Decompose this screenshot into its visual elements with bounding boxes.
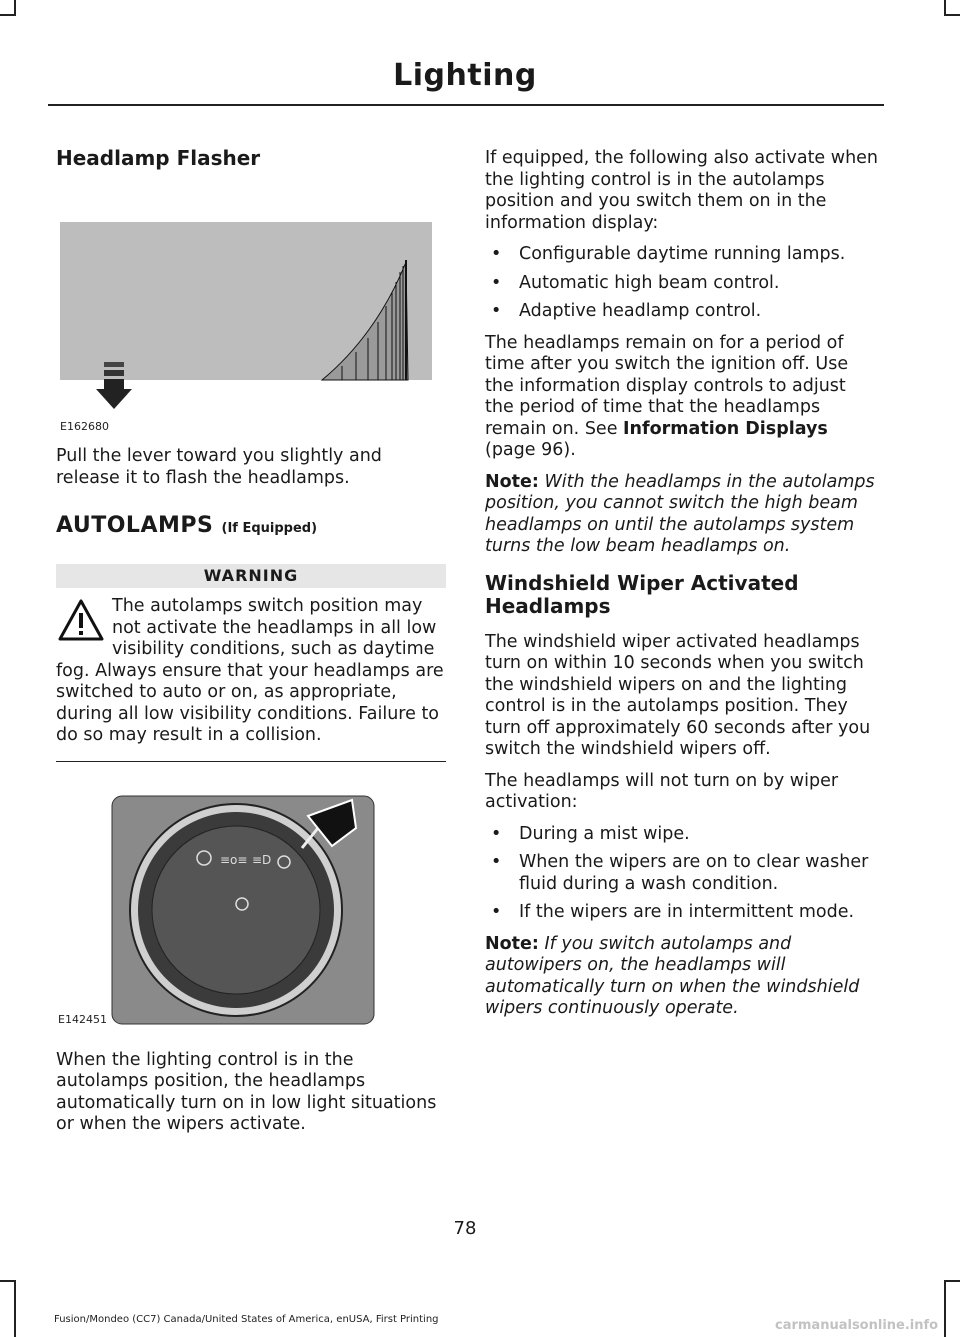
section-title: Lighting bbox=[393, 58, 537, 93]
arrow-down-icon bbox=[94, 362, 134, 414]
watermark: carmanualsonline.info bbox=[775, 1318, 939, 1333]
right-column bbox=[485, 140, 880, 1030]
wiper-exceptions-list bbox=[485, 824, 880, 924]
crop-mark bbox=[14, 1280, 16, 1337]
page-number: 78 bbox=[453, 1218, 477, 1239]
warning-box bbox=[56, 596, 446, 747]
wiper-paragraph: The windshield wiper activated headlamps turn on within 10 seconds when you switch the windshield wipers on and the lighting control is in the autolamps position. They turn off approximately 60 seconds after you switch the windshield wipers off. bbox=[485, 631, 871, 759]
warning-rule bbox=[56, 761, 446, 762]
figure-code: E162680 bbox=[60, 420, 109, 433]
flasher-paragraph: Pull the lever toward you slightly and release it to flash the headlamps. bbox=[56, 446, 382, 488]
left-column bbox=[56, 140, 446, 1146]
headlamp-flasher-heading: Headlamp Flasher bbox=[56, 146, 261, 170]
wiper-exceptions-intro: The headlamps will not turn on by wiper activation: bbox=[485, 770, 839, 812]
list-item: • During a mist wipe. bbox=[491, 823, 690, 844]
lighting-control-illustration bbox=[56, 788, 446, 1028]
crop-mark bbox=[944, 1280, 946, 1337]
feature-list bbox=[485, 244, 880, 323]
list-item: • If the wipers are in intermittent mode. bbox=[491, 902, 855, 922]
list-item: • When the wipers are on to clear washer fluid during a wash condition. bbox=[491, 852, 869, 894]
crop-mark bbox=[0, 1280, 16, 1282]
warning-label: WARNING bbox=[56, 564, 446, 588]
crop-mark bbox=[0, 14, 16, 16]
headlamp-flasher-figure bbox=[56, 222, 436, 442]
autolamps-heading-text: AUTOLAMPS bbox=[56, 513, 214, 538]
autolamps-heading bbox=[56, 513, 446, 538]
note-paragraph: Note: If you switch autolamps and autowipers on, the headlamps will automatically turn on when the windshield wipers continuously operate. bbox=[485, 933, 860, 1018]
figure-code: E142451 bbox=[58, 1012, 107, 1026]
crop-mark bbox=[944, 14, 960, 16]
wiper-headlamps-heading: Windshield Wiper Activated Headlamps bbox=[485, 570, 799, 618]
remain-on-paragraph: The headlamps remain on for a period of time after you switch the ignition off. Use the information display controls to adjust the period of time that the headlamps remain on. See Information Displays (page 96). bbox=[485, 332, 849, 460]
autolamps-qualifier: (If Equipped) bbox=[221, 521, 318, 536]
warning-text: The autolamps switch position may not activate the headlamps in all low visibility conditions, such as daytime fog. Always ensure that your headlamps are switched to auto or on, as appropriate, during all low visibility conditions. Failure to do so may result in a collision. bbox=[56, 596, 444, 745]
xref-page: (page 96). bbox=[485, 440, 576, 460]
note-paragraph: Note: With the headlamps in the autolamps position, you cannot switch the high beam headlamps on until the autolamps system turns the low beam headlamps on. bbox=[485, 471, 875, 556]
intro-paragraph: If equipped, the following also activate when the lighting control is in the autolamps position and you switch them on in the information display: bbox=[485, 148, 879, 233]
information-displays-link[interactable]: Information Displays bbox=[623, 418, 828, 439]
autolamps-paragraph: When the lighting control is in the autolamps position, the headlamps automatically turn on in low light situations or when the wipers activate. bbox=[56, 1049, 437, 1134]
lighting-switch-figure bbox=[56, 788, 446, 1028]
svg-text:≡D: ≡D bbox=[252, 852, 272, 867]
warning-triangle-icon bbox=[58, 598, 104, 642]
list-item: • Configurable daytime running lamps. bbox=[491, 244, 846, 264]
crop-mark bbox=[944, 1280, 960, 1282]
svg-text:≡o≡: ≡o≡ bbox=[220, 852, 248, 867]
list-item: • Adaptive headlamp control. bbox=[491, 301, 762, 321]
list-item: • Automatic high beam control. bbox=[491, 272, 780, 293]
footer-text: Fusion/Mondeo (CC7) Canada/United States of America, enUSA, First Printing bbox=[54, 1314, 439, 1325]
header-rule bbox=[48, 104, 884, 106]
